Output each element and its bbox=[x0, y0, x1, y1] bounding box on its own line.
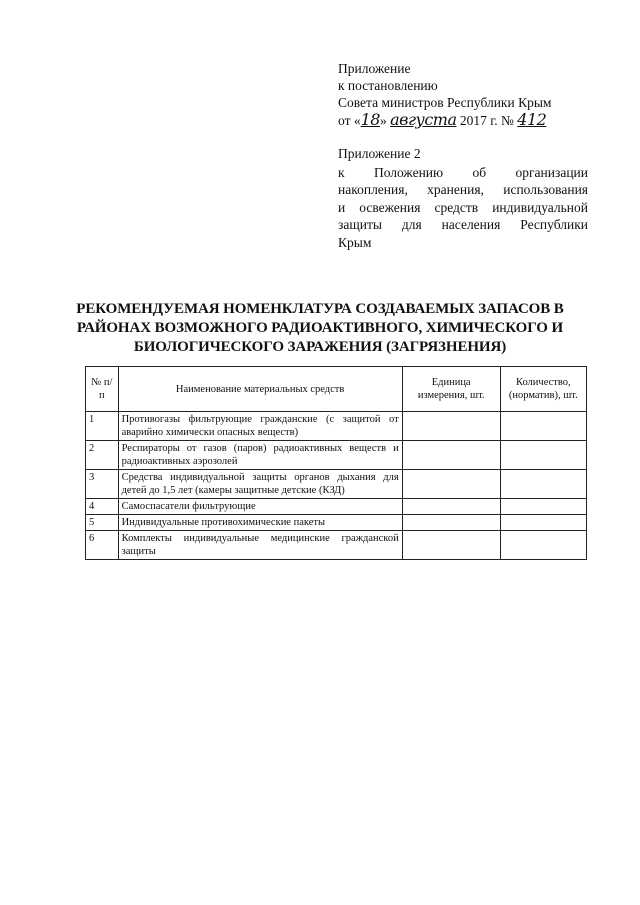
annex-header bbox=[338, 60, 588, 129]
annex-2-line-3: и освежения средств индивидуальной bbox=[338, 199, 588, 215]
table-row bbox=[86, 412, 587, 441]
nomenclature-table bbox=[85, 366, 587, 560]
heading-line-1: РЕКОМЕНДУЕМАЯ НОМЕНКЛАТУРА СОЗДАВАЕМЫХ ЗАПАСОВ В bbox=[76, 301, 564, 317]
header-name: Наименование материальных средств bbox=[118, 367, 402, 412]
row-number: 4 bbox=[86, 499, 119, 515]
date-prefix: от « bbox=[338, 113, 361, 128]
header-number: № п/п bbox=[86, 367, 119, 412]
table-row bbox=[86, 499, 587, 515]
document-heading bbox=[60, 300, 580, 357]
row-number: 2 bbox=[86, 441, 119, 470]
row-quantity bbox=[500, 470, 586, 499]
table-row bbox=[86, 515, 587, 531]
annex-2-block bbox=[338, 145, 588, 252]
annex-2-line-1: к Положению об организации bbox=[338, 164, 588, 180]
row-name: Индивидуальные противохимические пакеты bbox=[118, 515, 402, 531]
row-number: 6 bbox=[86, 531, 119, 560]
header-unit: Единица измерения, шт. bbox=[402, 367, 500, 412]
row-name: Комплекты индивидуальные медицинские гражданской защиты bbox=[118, 531, 402, 560]
annex-line-3: Совета министров Республики Крым bbox=[338, 95, 552, 110]
row-unit bbox=[402, 531, 500, 560]
table-row bbox=[86, 531, 587, 560]
row-quantity bbox=[500, 499, 586, 515]
row-number: 3 bbox=[86, 470, 119, 499]
annex-2-line-5: Крым bbox=[338, 234, 372, 250]
date-year: 2017 г. № bbox=[459, 113, 514, 128]
table-header-row bbox=[86, 367, 587, 412]
table-row bbox=[86, 470, 587, 499]
date-mid: » bbox=[379, 113, 387, 128]
row-unit bbox=[402, 441, 500, 470]
header-quantity: Количество, (норматив), шт. bbox=[500, 367, 586, 412]
annex-2-line-2: накопления, хранения, использования bbox=[338, 182, 588, 198]
row-quantity bbox=[500, 515, 586, 531]
row-unit bbox=[402, 515, 500, 531]
row-unit bbox=[402, 499, 500, 515]
annex-line-2: к постановлению bbox=[338, 78, 438, 93]
table-row bbox=[86, 441, 587, 470]
handwritten-number: 412 bbox=[517, 110, 547, 129]
row-name: Противогазы фильтрующие гражданские (с защитой от аварийно химически опасных веществ) bbox=[118, 412, 402, 441]
heading-line-3: БИОЛОГИЧЕСКОГО ЗАРАЖЕНИЯ (ЗАГРЯЗНЕНИЯ) bbox=[133, 339, 507, 355]
row-quantity bbox=[500, 441, 586, 470]
row-number: 1 bbox=[86, 412, 119, 441]
annex-line-1: Приложение bbox=[338, 61, 411, 76]
row-name: Средства индивидуальной защиты органов дыхания для детей до 1,5 лет (камеры защитные детские (КЗД) bbox=[118, 470, 402, 499]
handwritten-month: августа bbox=[390, 110, 457, 129]
annex-2-line-4: защиты для населения Республики bbox=[338, 217, 588, 233]
row-number: 5 bbox=[86, 515, 119, 531]
annex-2-title: Приложение 2 bbox=[338, 146, 421, 161]
row-unit bbox=[402, 412, 500, 441]
annex-date-line bbox=[338, 111, 588, 129]
row-unit bbox=[402, 470, 500, 499]
row-name: Самоспасатели фильтрующие bbox=[118, 499, 402, 515]
handwritten-day: 18 bbox=[360, 110, 380, 129]
row-quantity bbox=[500, 412, 586, 441]
heading-line-2: РАЙОНАХ ВОЗМОЖНОГО РАДИОАКТИВНОГО, ХИМИЧЕСКОГО И bbox=[76, 320, 564, 336]
row-name: Респираторы от газов (паров) радиоактивных веществ и радиоактивных аэрозолей bbox=[118, 441, 402, 470]
row-quantity bbox=[500, 531, 586, 560]
